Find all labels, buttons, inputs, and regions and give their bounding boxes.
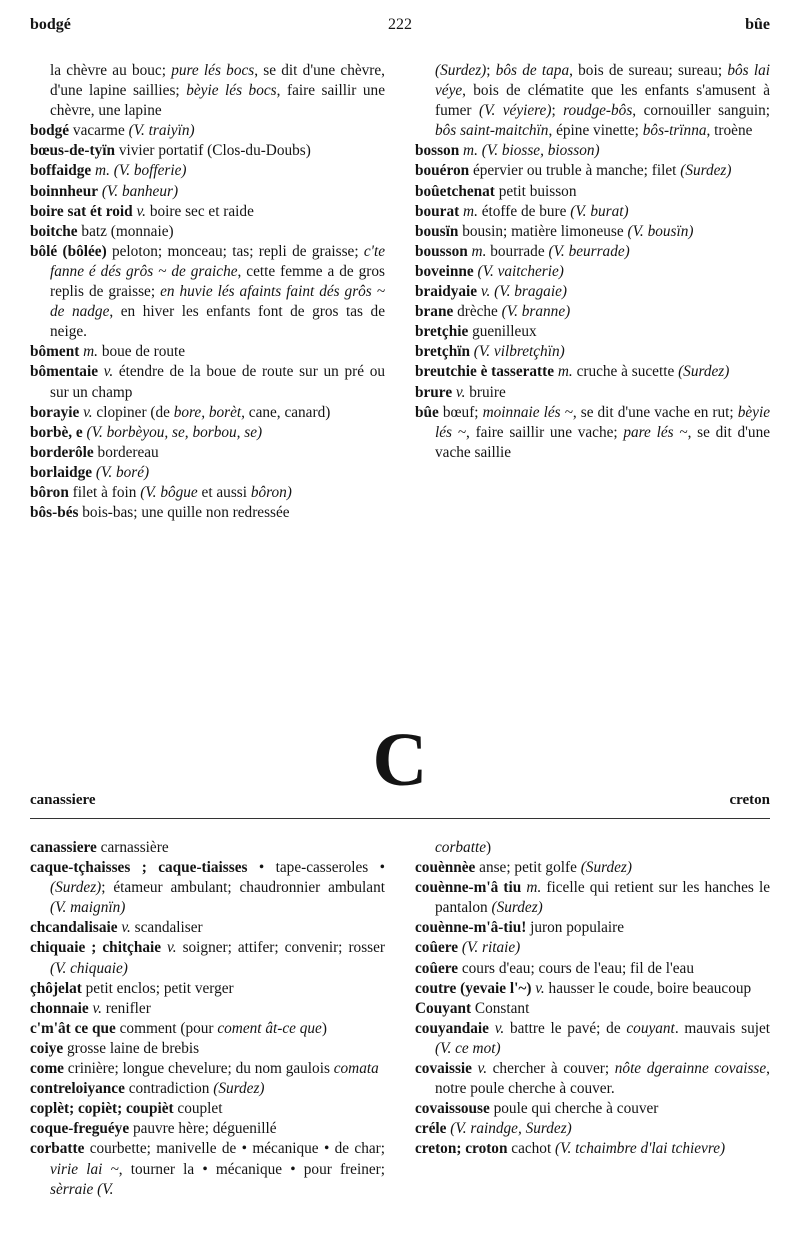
- entry-headword: covaissie: [415, 1060, 472, 1078]
- entry-text: ;: [551, 102, 564, 120]
- entry-headword: bousson: [415, 242, 468, 260]
- entry-italic-text: virie lai ~: [50, 1160, 119, 1178]
- entry-headword: bouéron: [415, 162, 470, 180]
- dictionary-entry: [415, 979, 770, 999]
- dictionary-entry: [30, 838, 385, 858]
- entry-italic-text: c'te fanne é dés grôs ~ de graiche: [50, 242, 385, 280]
- entry-italic-text: (V. bôgue: [140, 483, 198, 501]
- dictionary-entry: [30, 1119, 385, 1139]
- header-left-guideword: bodgé: [30, 16, 71, 33]
- entry-italic-text: nôte dgerainne covaisse: [614, 1060, 767, 1078]
- entry-headword: brure: [415, 383, 453, 401]
- entry-headword: coiye: [30, 1039, 64, 1057]
- dictionary-entry: [415, 1119, 770, 1139]
- entry-text: boue de route: [98, 343, 186, 361]
- entry-headword: brane: [415, 303, 454, 321]
- entry-text: soigner; attifer; convenir; rosser: [176, 939, 385, 957]
- entry-italic-text: (V. branne): [501, 303, 571, 321]
- entry-italic-text: (V. traiyïn): [128, 122, 195, 140]
- entry-headword: covaissouse: [415, 1100, 490, 1118]
- entry-text: , tourner la • mécanique • pour freiner;: [118, 1160, 385, 1178]
- dictionary-entry: [415, 282, 770, 302]
- entry-italic-text: v.: [132, 202, 146, 220]
- entry-text: Constant: [471, 999, 530, 1017]
- entry-headword: bôron: [30, 483, 69, 501]
- entry-italic-text: m.: [459, 202, 478, 220]
- entry-headword: come: [30, 1060, 64, 1078]
- dictionary-entry: [415, 1059, 770, 1099]
- entry-italic-text: (V. ce mot): [435, 1039, 501, 1057]
- dictionary-entry: [30, 1079, 385, 1099]
- entry-text: guenilleux: [468, 323, 537, 341]
- entry-italic-text: bèyie lés bocs: [186, 82, 277, 100]
- column-top-right: [415, 61, 770, 463]
- entry-italic-text: (Surdez): [491, 899, 543, 917]
- entry-headword: coûere: [415, 939, 459, 957]
- entry-text: et aussi: [197, 483, 251, 501]
- entry-text: batz (monnaie): [77, 222, 174, 240]
- entry-text: vacarme: [69, 122, 129, 140]
- entry-headword: couènne-m'â-tiu!: [415, 919, 527, 937]
- entry-italic-text: v.: [79, 403, 93, 421]
- dictionary-entry: [415, 858, 770, 878]
- entry-text: , faire saillir une chèvre, une lapine: [50, 82, 385, 120]
- dictionary-entry: [415, 959, 770, 979]
- entry-headword: coûere: [415, 959, 459, 977]
- entry-headword: caque-tçhaisses ; caque-tiaisses: [30, 859, 248, 877]
- entry-headword: borbè, e: [30, 423, 83, 441]
- entry-italic-text: (V. banheur): [98, 182, 179, 200]
- entry-text: , se dit d'une vache en rut;: [572, 403, 738, 421]
- entry-headword: bodgé: [30, 122, 70, 140]
- entry-headword: bosson: [415, 142, 460, 160]
- dictionary-entry: [30, 938, 385, 978]
- dictionary-entry: [415, 383, 770, 403]
- entry-italic-text: (Surdez): [580, 859, 632, 877]
- entry-text: cours d'eau; cours de l'eau; fil de l'eau: [458, 959, 694, 977]
- entry-headword: coutre (yevaie l'~): [415, 979, 532, 997]
- dictionary-entry: [30, 979, 385, 999]
- dictionary-entry: [30, 858, 385, 918]
- entry-text: crinière; longue chevelure; du nom gaulois: [63, 1060, 334, 1078]
- entry-headword: couènnèe: [415, 859, 476, 877]
- entry-italic-text: v.: [471, 1060, 488, 1078]
- entry-italic-text: v.: [452, 383, 466, 401]
- dictionary-entry: [30, 1139, 385, 1199]
- entry-headword: couyandaie: [415, 1019, 489, 1037]
- entry-text: courbette; manivelle de • mécanique • de char;: [84, 1140, 385, 1158]
- page-header: [30, 16, 770, 40]
- entry-headword: coplèt; copièt; coupièt: [30, 1100, 174, 1118]
- dictionary-entry: [415, 322, 770, 342]
- dictionary-entry: [30, 503, 385, 523]
- entry-italic-text: coment ât-ce que: [217, 1019, 322, 1037]
- entry-italic-text: sèrraie (V.: [50, 1180, 114, 1198]
- dictionary-entry: [415, 1099, 770, 1119]
- entry-italic-text: pure lés bocs: [171, 62, 255, 79]
- entry-italic-text: v.: [161, 939, 177, 957]
- entry-italic-text: (Surdez): [435, 62, 487, 79]
- dictionary-entry: [415, 141, 770, 161]
- dictionary-entry: [30, 182, 385, 202]
- entry-text: , faire saillir une vache;: [466, 423, 624, 441]
- entry-text: cruche à sucette: [572, 363, 679, 381]
- entry-text: couplet: [173, 1100, 223, 1118]
- dictionary-entry: [30, 443, 385, 463]
- dictionary-entry: [30, 161, 385, 181]
- entry-text: , se dit d'une chèvre, d'une lapine saillies;: [50, 62, 385, 100]
- entry-text: . mauvais sujet: [674, 1019, 771, 1037]
- entry-headword: bourat: [415, 202, 460, 220]
- entry-text: grosse laine de brebis: [63, 1039, 200, 1057]
- entry-text: , troène: [706, 122, 753, 140]
- entry-italic-text: m. (V. biosse, biosson): [459, 142, 600, 160]
- entry-italic-text: bôron): [250, 483, 292, 501]
- entry-text: , bois de sureau; sureau;: [569, 62, 728, 79]
- dictionary-entry: [415, 362, 770, 382]
- entry-headword: bretçhïn: [415, 343, 470, 361]
- entry-text: , bois de clématite que les enfants s'amusent à fumer: [435, 82, 770, 120]
- entry-headword: c'm'ât ce que: [30, 1019, 116, 1037]
- entry-italic-text: bôs-trïnna: [642, 122, 707, 140]
- entry-text: drèche: [453, 303, 502, 321]
- dictionary-entry: [415, 242, 770, 262]
- entry-headword: chonnaie: [30, 999, 89, 1017]
- column-bottom-right: [415, 838, 770, 1160]
- entry-text: ): [321, 1019, 327, 1037]
- dictionary-entry: [30, 1019, 385, 1039]
- entry-italic-text: v.: [88, 999, 102, 1017]
- entry-italic-text: (Surdez): [50, 879, 102, 897]
- entry-italic-text: (Surdez): [680, 162, 732, 180]
- entry-headword: çhôjelat: [30, 979, 82, 997]
- dictionary-entry: [30, 483, 385, 503]
- entry-headword: bûe: [415, 403, 439, 421]
- dictionary-entry: [415, 403, 770, 463]
- entry-text: cane, canard): [244, 403, 331, 421]
- entry-text: juron populaire: [526, 919, 625, 937]
- dictionary-entry: [30, 362, 385, 402]
- entry-italic-text: bôs saint-maitchïn: [435, 122, 549, 140]
- dictionary-entry: [30, 121, 385, 141]
- dictionary-entry: [30, 1099, 385, 1119]
- entry-italic-text: (V. burat): [570, 202, 629, 220]
- entry-headword: borlaidge: [30, 463, 93, 481]
- entry-text: bousin; matière limoneuse: [458, 222, 628, 240]
- entry-italic-text: v.: [97, 363, 114, 381]
- entry-text: étendre de la boue de route sur un pré ou sur un champ: [50, 363, 385, 401]
- dictionary-entry: [30, 222, 385, 242]
- entry-text: chercher à couver;: [487, 1060, 615, 1078]
- dictionary-entry: [30, 242, 385, 342]
- entry-text: comment (pour: [115, 1019, 218, 1037]
- entry-headword: coque-freguéye: [30, 1120, 130, 1138]
- entry-italic-text: (V. tchaimbre d'lai tchievre): [555, 1140, 726, 1158]
- entry-text: vivier portatif (Clos-du-Doubs): [115, 142, 311, 160]
- dictionary-entry: [415, 262, 770, 282]
- entry-text: , en hiver les enfants font de gros tas de neige.: [50, 303, 385, 341]
- entry-text: ficelle qui retient sur les hanches le pantalon: [435, 879, 770, 917]
- entry-text: , se dit d'une vache saillie: [435, 423, 771, 461]
- entry-text: anse; petit golfe: [475, 859, 581, 877]
- section-letter: C: [372, 718, 428, 802]
- entry-headword: creton; croton: [415, 1140, 508, 1158]
- entry-text: étoffe de bure: [477, 202, 571, 220]
- entry-text: boire sec et raide: [146, 202, 254, 220]
- section-header: [30, 792, 770, 812]
- entry-italic-text: (V. boré): [92, 463, 150, 481]
- dictionary-entry: [415, 182, 770, 202]
- dictionary-entry: [415, 999, 770, 1019]
- entry-headword: contreloiyance: [30, 1080, 125, 1098]
- entry-italic-text: m.: [554, 363, 573, 381]
- section-divider: [30, 818, 770, 819]
- column-bottom-left: [30, 838, 385, 1200]
- entry-headword: boveinne: [415, 262, 474, 280]
- entry-headword: bœus-de-tyïn: [30, 142, 115, 160]
- entry-text: ): [485, 839, 492, 856]
- dictionary-entry: [415, 938, 770, 958]
- entry-headword: bôlé (bôlée): [30, 242, 107, 260]
- entry-italic-text: (V. vaitcherie): [473, 262, 564, 280]
- entry-text: , épine vinette;: [548, 122, 643, 140]
- header-right-guideword: bûe: [745, 16, 770, 33]
- entry-headword: créle: [415, 1120, 447, 1138]
- entry-italic-text: (V. véyiere): [479, 102, 552, 120]
- entry-headword: boire sat ét roid: [30, 202, 133, 220]
- entry-text: ; étameur ambulant; chaudronnier ambulant: [101, 879, 385, 897]
- entry-italic-text: v. (V. bragaie): [477, 283, 567, 301]
- entry-headword: borderôle: [30, 443, 94, 461]
- entry-italic-text: (V. borbèyou, se, borbou, se): [82, 423, 263, 441]
- entry-text: bruire: [465, 383, 506, 401]
- entry-text: • tape-casseroles •: [247, 859, 385, 877]
- page-number: 222: [388, 16, 412, 33]
- entry-italic-text: (V. chiquaie): [50, 959, 128, 977]
- dictionary-entry: [30, 999, 385, 1019]
- dictionary-entry: [30, 1039, 385, 1059]
- entry-text: peloton; monceau; tas; repli de graisse;: [106, 242, 364, 260]
- dictionary-entry: [415, 1139, 770, 1159]
- entry-headword: couènne-m'â tiu: [415, 879, 522, 897]
- dictionary-entry: [30, 1059, 385, 1079]
- entry-italic-text: (Surdez): [213, 1080, 265, 1098]
- entry-italic-text: (V. raindge, Surdez): [446, 1120, 572, 1138]
- entry-text: , notre poule cherche à couver.: [435, 1060, 770, 1098]
- entry-headword: boinnheur: [30, 182, 99, 200]
- entry-headword: bousïn: [415, 222, 459, 240]
- dictionary-entry-continuation: [30, 61, 385, 121]
- entry-text: hausser le coude, boire beaucoup: [544, 979, 752, 997]
- entry-italic-text: bèyie lés ~: [435, 403, 770, 441]
- entry-text: carnassière: [96, 839, 169, 856]
- dictionary-entry: [415, 878, 770, 918]
- dictionary-entry: [415, 918, 770, 938]
- entry-italic-text: bore, borèt,: [173, 403, 245, 421]
- entry-text: ;: [486, 62, 496, 79]
- section-last-guideword: creton: [729, 792, 770, 808]
- entry-italic-text: m.: [521, 879, 542, 897]
- entry-italic-text: couyant: [626, 1019, 675, 1037]
- entry-italic-text: corbatte: [435, 839, 486, 856]
- dictionary-entry: [30, 202, 385, 222]
- entry-italic-text: m.: [467, 242, 487, 260]
- entry-italic-text: bôs lai véye: [435, 62, 770, 100]
- entry-italic-text: (V. ritaie): [458, 939, 521, 957]
- dictionary-entry: [30, 342, 385, 362]
- entry-text: cachot: [507, 1140, 556, 1158]
- entry-italic-text: (V. maignïn): [50, 899, 126, 917]
- dictionary-entry: [30, 141, 385, 161]
- entry-italic-text: roudge-bôs: [563, 102, 633, 120]
- entry-italic-text: moinnaie lés ~: [482, 403, 573, 421]
- entry-headword: chcandalisaie: [30, 919, 118, 937]
- section-first-guideword: canassiere: [30, 792, 96, 808]
- entry-italic-text: (V. bousïn): [627, 222, 694, 240]
- entry-italic-text: bôs de tapa: [495, 62, 570, 79]
- entry-text: , cette femme a de gros replis de graisse;: [50, 262, 385, 301]
- entry-text: renifler: [101, 999, 151, 1017]
- dictionary-entry: [415, 342, 770, 362]
- entry-headword: bôs-bés: [30, 504, 79, 522]
- dictionary-entry: [415, 1019, 770, 1059]
- entry-headword: boffaidge: [30, 162, 92, 180]
- entry-headword: Couyant: [415, 999, 472, 1017]
- entry-headword: chiquaie ; chitçhaie: [30, 939, 162, 957]
- entry-text: scandaliser: [130, 919, 203, 937]
- entry-headword: bretçhie: [415, 323, 469, 341]
- entry-text: bois-bas; une quille non redressée: [78, 504, 290, 522]
- entry-text: petit enclos; petit verger: [81, 979, 234, 997]
- entry-headword: bôment: [30, 343, 80, 361]
- dictionary-entry: [415, 222, 770, 242]
- dictionary-entry: [30, 423, 385, 443]
- entry-text: battre le pavé; de: [504, 1019, 627, 1037]
- entry-italic-text: v.: [488, 1019, 505, 1037]
- entry-headword: braidyaie: [415, 283, 478, 301]
- entry-headword: canassiere: [30, 839, 97, 856]
- entry-text: bordereau: [93, 443, 159, 461]
- entry-italic-text: comata: [333, 1060, 379, 1078]
- dictionary-entry-continuation: [415, 61, 770, 141]
- entry-text: la chèvre au bouc;: [50, 62, 172, 79]
- entry-headword: boitche: [30, 222, 78, 240]
- entry-italic-text: (Surdez): [678, 363, 730, 381]
- entry-text: , cornouiller sanguin;: [632, 102, 770, 120]
- entry-italic-text: pare lés ~: [623, 423, 688, 441]
- dictionary-entry-continuation: [415, 838, 770, 858]
- entry-text: bœuf;: [438, 403, 483, 421]
- dictionary-entry: [30, 463, 385, 483]
- entry-text: petit buisson: [494, 182, 577, 200]
- entry-text: pauvre hère; déguenillé: [129, 1120, 277, 1138]
- dictionary-entry: [30, 403, 385, 423]
- entry-text: bourrade: [486, 242, 549, 260]
- entry-text: clopiner (de: [92, 403, 174, 421]
- dictionary-entry: [415, 202, 770, 222]
- entry-italic-text: m.: [79, 343, 98, 361]
- entry-italic-text: en huvie lés afaints faint dés grôs ~ de nadge: [50, 283, 386, 321]
- entry-headword: breutchie è tasseratte: [415, 363, 555, 381]
- entry-italic-text: (V. vilbretçhïn): [469, 343, 565, 361]
- entry-text: poule qui cherche à couver: [489, 1100, 659, 1118]
- dictionary-entry: [30, 918, 385, 938]
- dictionary-entry: [415, 302, 770, 322]
- entry-headword: bômentaie: [30, 363, 98, 381]
- entry-headword: borayie: [30, 403, 80, 421]
- entry-italic-text: v.: [117, 919, 131, 937]
- entry-italic-text: m. (V. bofferie): [91, 162, 187, 180]
- entry-text: contradiction: [124, 1080, 214, 1098]
- dictionary-entry: [415, 161, 770, 181]
- entry-text: filet à foin: [68, 483, 141, 501]
- entry-headword: corbatte: [30, 1140, 85, 1158]
- entry-text: épervier ou truble à manche; filet: [469, 162, 681, 180]
- entry-headword: boûetchenat: [415, 182, 495, 200]
- column-top-left: [30, 61, 385, 523]
- entry-italic-text: (V. beurrade): [548, 242, 630, 260]
- entry-italic-text: v.: [531, 979, 545, 997]
